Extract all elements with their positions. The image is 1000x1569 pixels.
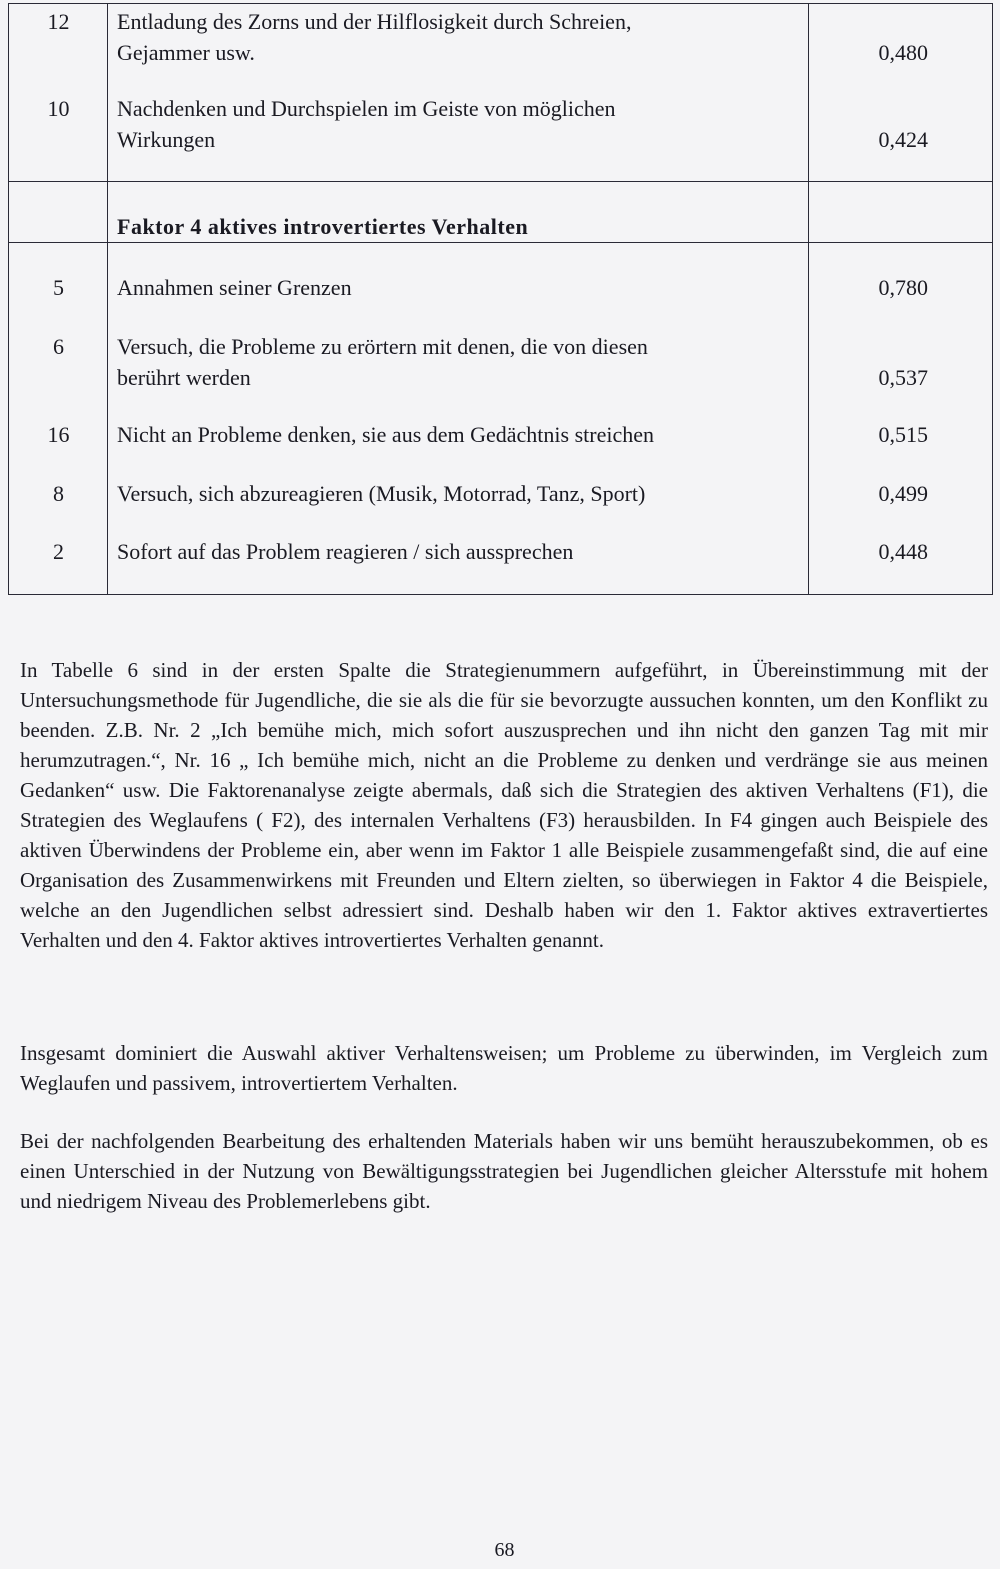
factor-loading: 0,424 [878,127,928,152]
strategy-number: 6 [53,334,64,359]
factor-table [8,3,993,595]
strategy-number: 8 [53,481,64,506]
factor-loading: 0,480 [878,40,928,65]
row-divider [9,181,992,182]
description-line: Entladung des Zorns und der Hilflosigkeit durch Schreien, [117,9,632,34]
description-line: Gejammer usw. [117,40,255,65]
factor-loading: 0,537 [878,365,928,390]
description-line: berührt werden [117,365,251,390]
strategy-description: Versuch, sich abzureagieren (Musik, Motorrad, Tanz, Sport) [117,481,646,506]
factor-loading: 0,448 [878,539,928,564]
description-line: Nachdenken und Durchspielen im Geiste von möglichen [117,96,616,121]
strategy-description [117,331,807,393]
page-number-text: 68 [494,1539,515,1561]
strategy-description [117,6,807,68]
strategy-description: Annahmen seiner Grenzen [117,275,352,300]
paragraph-text: Bei der nachfolgenden Bearbeitung des erhaltenden Materials haben wir uns bemüht herauszubekommen, ob es einen Unterschied in der Nutzung von Bewältigungsstrategien bei Jugendlichen gleicher Altersstufe mit hohem und niedrigem Niveau des Problemerlebens gibt. [20,1129,988,1213]
description-line: Wirkungen [117,127,216,152]
paragraph-text: Insgesamt dominiert die Auswahl aktiver Verhaltensweisen; um Probleme zu überwinden, im Vergleich zum Weglaufen und passivem, introvertiertem Verhalten. [20,1041,988,1095]
page-number [0,1539,1000,1562]
factor-loading: 0,499 [878,481,928,506]
strategy-number: 5 [53,275,64,300]
row-divider [9,242,992,243]
body-paragraph [20,1038,988,1098]
strategy-description: Sofort auf das Problem reagieren / sich aussprechen [117,539,574,564]
strategy-number: 2 [53,539,64,564]
body-paragraph [20,1126,988,1216]
description-line: Versuch, die Probleme zu erörtern mit denen, die von diesen [117,334,648,359]
factor-heading: Faktor 4 aktives introvertiertes Verhalten [117,214,529,239]
strategy-description [117,93,807,155]
factor-loading: 0,515 [878,422,928,447]
strategy-number: 12 [47,9,70,34]
strategy-number: 10 [47,96,70,121]
factor-loading: 0,780 [878,275,928,300]
strategy-description: Nicht an Probleme denken, sie aus dem Gedächtnis streichen [117,422,655,447]
strategy-number: 16 [47,422,70,447]
paragraph-text: In Tabelle 6 sind in der ersten Spalte die Strategienummern aufgeführt, in Übereinstimmung mit der Untersuchungsmethode für Jugendliche, die sie als die für sie bevorzugte aussuchen konnten, um den Konflikt zu beenden. Z.B. Nr. 2 „Ich bemühe mich, mich sofort auszusprechen und ihn nicht den ganzen Tag mit mir herumzutragen.“, Nr. 16 „ Ich bemühe mich, nicht an die Probleme zu denken und verdränge sie aus meinen Gedanken“ usw. Die Faktorenanalyse zeigte abermals, daß sich die Strategien des aktiven Verhaltens (F1), die Strategien des Weglaufens ( F2), des internalen Verhaltens (F3) herausbilden. In F4 gingen auch Beispiele des aktiven Überwindens der Probleme ein, aber wenn im Faktor 1 alle Beispiele zusammengefaßt sind, die auf eine Organisation des Zusammenwirkens mit Freunden und Eltern zielten, so überwiegen in Faktor 4 die Beispiele, welche an den Jugendlichen selbst adressiert sind. Deshalb haben wir den 1. Faktor aktives extravertiertes Verhalten und den 4. Faktor aktives introvertiertes Verhalten genannt. [20,658,988,952]
body-paragraph [20,655,988,955]
